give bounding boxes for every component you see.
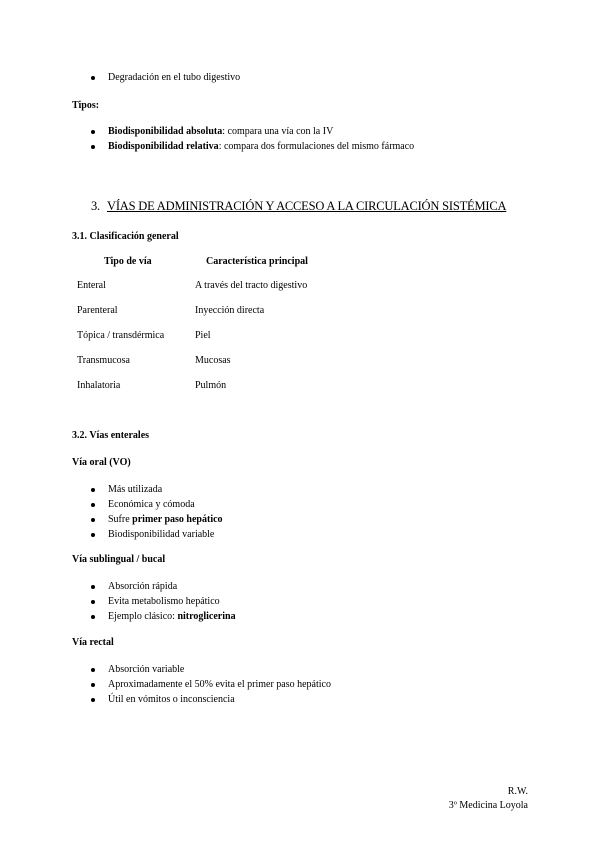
table-cell: Inyección directa xyxy=(195,305,265,316)
table-cell: Mucosas xyxy=(195,355,231,366)
table-row xyxy=(77,304,308,329)
list-item xyxy=(72,610,236,625)
list-item: Evita metabolismo hepático xyxy=(72,595,236,610)
term-text: : compara una vía con la IV xyxy=(222,126,334,137)
list-item: Económica y cómoda xyxy=(72,498,223,513)
via-rectal-heading: Vía rectal xyxy=(72,637,114,648)
column-header-caracteristica: Característica principal xyxy=(206,256,308,267)
table-cell: Pulmón xyxy=(195,380,227,391)
section-number: 3. xyxy=(91,199,100,213)
tipos-list xyxy=(72,125,414,155)
table-cell: A través del tracto digestivo xyxy=(195,280,308,291)
table-cell: Tópica / transdérmica xyxy=(77,330,165,341)
list-item: Absorción rápida xyxy=(72,580,236,595)
footer-initials: R.W. xyxy=(507,786,528,797)
table-cell: Inhalatoria xyxy=(77,380,121,391)
item-bold: nitroglicerina xyxy=(177,611,236,622)
via-oral-heading: Vía oral (VO) xyxy=(72,457,131,468)
table-row xyxy=(77,354,308,379)
subsection-3-1-heading: 3.1. Clasificación general xyxy=(72,231,179,242)
column-header-tipo: Tipo de vía xyxy=(104,256,152,267)
via-sublingual-heading: Vía sublingual / bucal xyxy=(72,554,166,565)
item-bold: primer paso hepático xyxy=(132,514,223,525)
tipos-heading: Tipos: xyxy=(72,100,100,111)
via-sublingual-list xyxy=(72,580,236,625)
list-item: Más utilizada xyxy=(72,483,223,498)
list-item xyxy=(72,513,223,528)
table-cell: Piel xyxy=(195,330,211,341)
term-bold: Biodisponibilidad absoluta xyxy=(108,126,223,137)
section-title: VÍAS DE ADMINISTRACIÓN Y ACCESO A LA CIRCULACIÓN SISTÉMICA xyxy=(107,199,507,213)
table-cell: Transmucosa xyxy=(77,355,130,366)
list-item: Aproximadamente el 50% evita el primer paso hepático xyxy=(72,678,331,693)
via-rectal-list xyxy=(72,663,331,708)
intro-bullet-list xyxy=(72,71,240,86)
list-item xyxy=(72,140,414,155)
section-3-heading xyxy=(91,199,506,213)
term-bold: Biodisponibilidad relativa xyxy=(108,141,219,152)
via-oral-list xyxy=(72,483,223,543)
table-row xyxy=(77,279,308,304)
subsection-3-2-heading: 3.2. Vías enterales xyxy=(72,430,150,441)
table-header-row xyxy=(77,255,308,279)
table-cell: Enteral xyxy=(77,280,106,291)
list-item: Útil en vómitos o inconsciencia xyxy=(72,693,331,708)
item-text: Sufre xyxy=(108,514,133,525)
footer-course: 3º Medicina Loyola xyxy=(448,800,528,811)
table-row xyxy=(77,379,308,404)
table-cell: Parenteral xyxy=(77,305,118,316)
routes-table xyxy=(77,255,308,404)
list-item: Absorción variable xyxy=(72,663,331,678)
table-row xyxy=(77,329,308,354)
item-text: Ejemplo clásico: xyxy=(108,611,178,622)
term-text: : compara dos formulaciones del mismo fármaco xyxy=(218,141,415,152)
list-item xyxy=(72,125,414,140)
list-item: Degradación en el tubo digestivo xyxy=(72,71,240,86)
list-item: Biodisponibilidad variable xyxy=(72,528,223,543)
